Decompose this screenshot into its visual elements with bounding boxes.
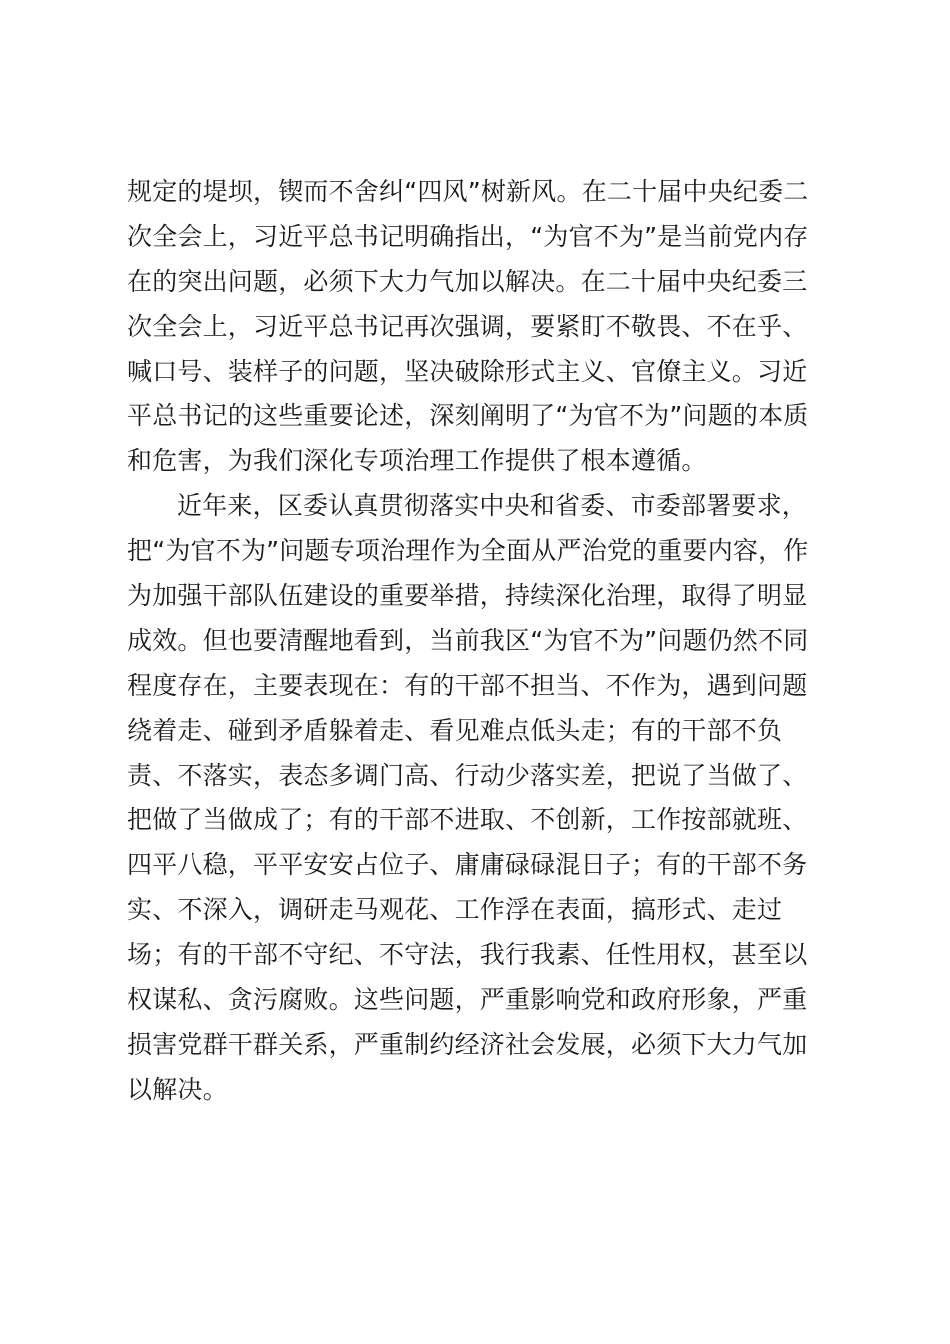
text-line: 近年来，区委认真贯彻落实中央和省委、市委部署要求，	[177, 491, 808, 521]
text-line: 损害党群干群关系，严重制约经济社会发展，必须下大力气加	[127, 1029, 808, 1059]
text-line: 把“为官不为”问题专项治理作为全面从严治党的重要内容，作	[127, 536, 809, 566]
text-line: 在的突出问题，必须下大力气加以解决。在二十届中央纪委三	[127, 266, 808, 296]
text-line: 四平八稳，平平安安占位子、庸庸碌碌混日子；有的干部不务	[127, 850, 808, 880]
paragraph-1	[127, 170, 823, 484]
text-line: 次全会上，习近平总书记明确指出，“为官不为”是当前党内存	[127, 221, 809, 251]
text-line: 把做了当做成了；有的干部不进取、不创新，工作按部就班、	[127, 805, 808, 835]
text-line: 程度存在，主要表现在：有的干部不担当、不作为，遇到问题	[127, 670, 808, 700]
text-line: 次全会上，习近平总书记再次强调，要紧盯不敬畏、不在乎、	[127, 311, 808, 341]
text-line: 成效。但也要清醒地看到，当前我区“为官不为”问题仍然不同	[127, 625, 809, 655]
text-line: 规定的堤坝，锲而不舍纠“四风”树新风。在二十届中央纪委二	[127, 177, 809, 206]
body-text	[127, 170, 823, 1113]
text-line: 喊口号、装样子的问题，坚决破除形式主义、官僚主义。习近	[127, 356, 808, 386]
text-line: 责、不落实，表态多调门高、行动少落实差，把说了当做了、	[127, 760, 808, 790]
text-line: 权谋私、贪污腐败。这些问题，严重影响党和政府形象，严重	[127, 985, 808, 1015]
text-line: 和危害，为我们深化专项治理工作提供了根本遵循。	[127, 446, 707, 476]
text-line: 平总书记的这些重要论述，深刻阐明了“为官不为”问题的本质	[127, 401, 809, 431]
text-line: 实、不深入，调研走马观花、工作浮在表面，搞形式、走过	[127, 895, 783, 925]
text-line: 为加强干部队伍建设的重要举措，持续深化治理，取得了明显	[127, 581, 808, 611]
text-line: 以解决。	[127, 1074, 228, 1104]
paragraph-2	[127, 484, 823, 1112]
text-line: 绕着走、碰到矛盾躲着走、看见难点低头走；有的干部不负	[127, 715, 783, 745]
text-line: 场；有的干部不守纪、不守法，我行我素、任性用权，甚至以	[127, 940, 808, 970]
